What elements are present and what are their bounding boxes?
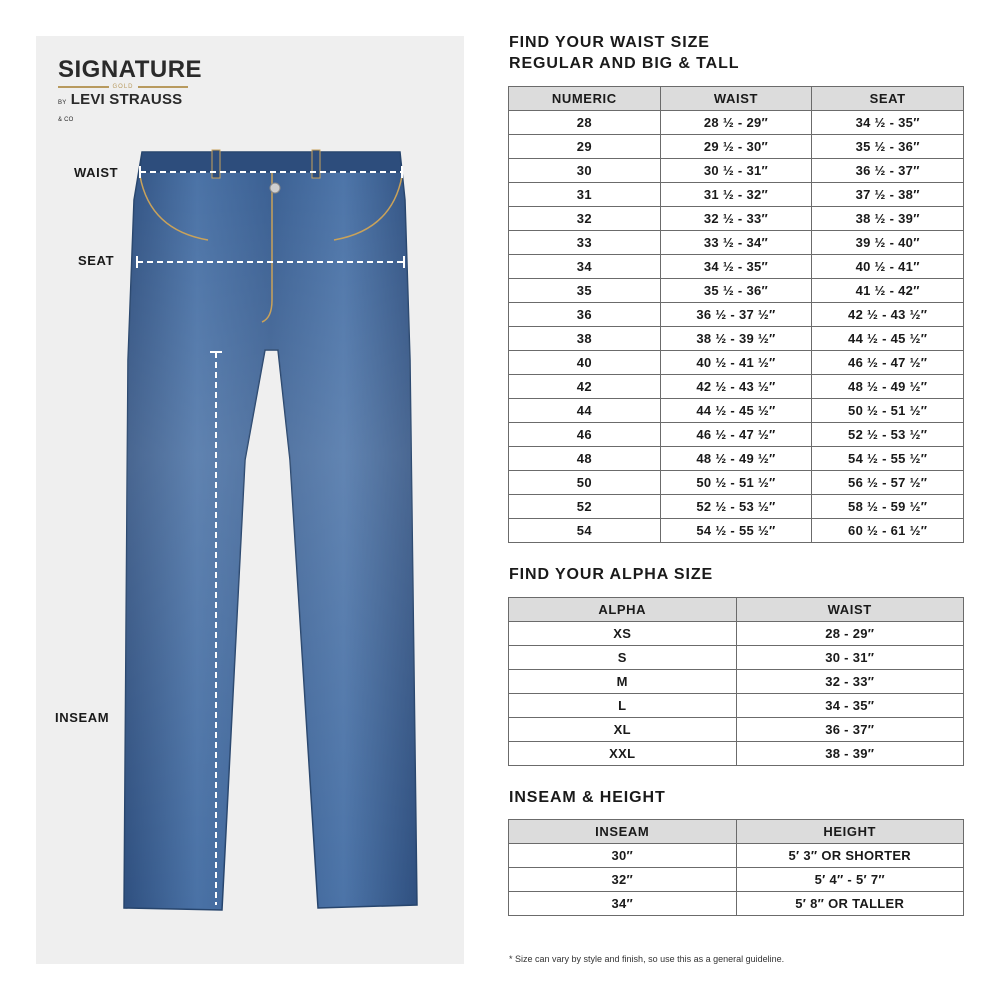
column-header: INSEAM xyxy=(509,820,737,844)
table-cell: 33 ½ - 34″ xyxy=(660,231,812,255)
table-cell: 30 xyxy=(509,159,661,183)
table-cell: 50 xyxy=(509,471,661,495)
table-row xyxy=(509,471,964,495)
table-cell: 42 ½ - 43 ½″ xyxy=(812,303,964,327)
brand-by: BY xyxy=(58,100,67,106)
inseam-label: INSEAM xyxy=(55,710,110,725)
alpha-size-table xyxy=(508,597,964,766)
inseam-height-heading: INSEAM & HEIGHT xyxy=(509,789,666,806)
table-cell: 30 - 31″ xyxy=(736,646,964,670)
table-cell: 34″ xyxy=(509,892,737,916)
table-row xyxy=(509,207,964,231)
table-row xyxy=(509,742,964,766)
table-cell: 60 ½ - 61 ½″ xyxy=(812,519,964,543)
table-cell: 39 ½ - 40″ xyxy=(812,231,964,255)
table-cell: 5′ 8″ OR TALLER xyxy=(736,892,964,916)
table-cell: 32 xyxy=(509,207,661,231)
jeans-waistband xyxy=(140,152,401,172)
table-cell: 44 xyxy=(509,399,661,423)
table-cell: 54 xyxy=(509,519,661,543)
table-header-row xyxy=(509,87,964,111)
table-cell: 40 ½ - 41″ xyxy=(812,255,964,279)
table-cell: 52 ½ - 53 ½″ xyxy=(812,423,964,447)
table-cell: 54 ½ - 55 ½″ xyxy=(660,519,812,543)
table-cell: 48 xyxy=(509,447,661,471)
table-row xyxy=(509,183,964,207)
table-cell: 37 ½ - 38″ xyxy=(812,183,964,207)
table-row xyxy=(509,327,964,351)
table-row xyxy=(509,255,964,279)
inseam-height-rows xyxy=(509,844,964,916)
table-cell: 50 ½ - 51 ½″ xyxy=(812,399,964,423)
table-cell: 58 ½ - 59 ½″ xyxy=(812,495,964,519)
table-row xyxy=(509,399,964,423)
table-cell: 5′ 3″ OR SHORTER xyxy=(736,844,964,868)
column-header: NUMERIC xyxy=(509,87,661,111)
table-cell: XL xyxy=(509,718,737,742)
table-row xyxy=(509,111,964,135)
table-cell: 44 ½ - 45 ½″ xyxy=(660,399,812,423)
table-cell: 38 ½ - 39″ xyxy=(812,207,964,231)
table-cell: XXL xyxy=(509,742,737,766)
table-cell: 34 ½ - 35″ xyxy=(812,111,964,135)
inseam-height-table xyxy=(508,819,964,916)
column-header: ALPHA xyxy=(509,598,737,622)
table-row xyxy=(509,279,964,303)
waist-label: WAIST xyxy=(74,165,119,180)
table-cell: 29 ½ - 30″ xyxy=(660,135,812,159)
table-row xyxy=(509,868,964,892)
table-cell: 52 ½ - 53 ½″ xyxy=(660,495,812,519)
brand-levi-strauss: LEVI STRAUSS xyxy=(70,91,183,108)
table-cell: 48 ½ - 49 ½″ xyxy=(812,375,964,399)
table-header-row xyxy=(509,598,964,622)
table-row xyxy=(509,892,964,916)
table-cell: 32 ½ - 33″ xyxy=(660,207,812,231)
table-cell: 52 xyxy=(509,495,661,519)
table-cell: 28 ½ - 29″ xyxy=(660,111,812,135)
table-cell: 36 xyxy=(509,303,661,327)
footnote: * Size can vary by style and finish, so use this as a general guideline. xyxy=(509,954,785,964)
table-cell: 31 xyxy=(509,183,661,207)
column-header: WAIST xyxy=(660,87,812,111)
column-header: SEAT xyxy=(812,87,964,111)
table-cell: M xyxy=(509,670,737,694)
table-cell: 44 ½ - 45 ½″ xyxy=(812,327,964,351)
table-row xyxy=(509,231,964,255)
table-row xyxy=(509,303,964,327)
brand-gold: GOLD xyxy=(112,84,134,90)
table-cell: 28 - 29″ xyxy=(736,622,964,646)
table-cell: 31 ½ - 32″ xyxy=(660,183,812,207)
table-cell: 41 ½ - 42″ xyxy=(812,279,964,303)
table-row xyxy=(509,375,964,399)
table-cell: S xyxy=(509,646,737,670)
alpha-size-heading: FIND YOUR ALPHA SIZE xyxy=(509,566,714,583)
table-cell: 48 ½ - 49 ½″ xyxy=(660,447,812,471)
table-cell: 35 ½ - 36″ xyxy=(660,279,812,303)
table-cell: 33 xyxy=(509,231,661,255)
table-cell: 56 ½ - 57 ½″ xyxy=(812,471,964,495)
waist-size-table xyxy=(508,86,964,543)
table-cell: 32″ xyxy=(509,868,737,892)
table-cell: 34 xyxy=(509,255,661,279)
column-header: HEIGHT xyxy=(736,820,964,844)
table-row xyxy=(509,495,964,519)
table-row xyxy=(509,718,964,742)
brand-co: & CO xyxy=(58,117,74,123)
table-cell: 35 ½ - 36″ xyxy=(812,135,964,159)
table-cell: L xyxy=(509,694,737,718)
waist-size-title: FIND YOUR WAIST SIZE xyxy=(509,34,710,51)
jeans-button xyxy=(270,183,280,193)
waist-size-rows xyxy=(509,111,964,543)
table-cell: 42 ½ - 43 ½″ xyxy=(660,375,812,399)
table-row xyxy=(509,159,964,183)
table-cell: 36 ½ - 37 ½″ xyxy=(660,303,812,327)
table-cell: 46 ½ - 47 ½″ xyxy=(812,351,964,375)
table-cell: 28 xyxy=(509,111,661,135)
table-cell: 38 xyxy=(509,327,661,351)
table-cell: 34 - 35″ xyxy=(736,694,964,718)
table-row xyxy=(509,622,964,646)
table-row xyxy=(509,423,964,447)
table-cell: 40 xyxy=(509,351,661,375)
table-row xyxy=(509,646,964,670)
jeans-fade xyxy=(124,152,417,910)
waist-size-subtitle: REGULAR AND BIG & TALL xyxy=(509,55,740,72)
table-row xyxy=(509,844,964,868)
table-cell: 32 - 33″ xyxy=(736,670,964,694)
table-cell: 29 xyxy=(509,135,661,159)
brand-signature: SIGNATURE xyxy=(58,56,203,83)
table-row xyxy=(509,135,964,159)
seat-label: SEAT xyxy=(78,253,115,268)
column-header: WAIST xyxy=(736,598,964,622)
table-cell: 35 xyxy=(509,279,661,303)
table-cell: 5′ 4″ - 5′ 7″ xyxy=(736,868,964,892)
table-cell: 46 xyxy=(509,423,661,447)
table-cell: 38 ½ - 39 ½″ xyxy=(660,327,812,351)
table-cell: 50 ½ - 51 ½″ xyxy=(660,471,812,495)
table-cell: 34 ½ - 35″ xyxy=(660,255,812,279)
table-row xyxy=(509,519,964,543)
table-cell: 46 ½ - 47 ½″ xyxy=(660,423,812,447)
table-cell: XS xyxy=(509,622,737,646)
table-row xyxy=(509,694,964,718)
table-cell: 42 xyxy=(509,375,661,399)
table-row xyxy=(509,670,964,694)
table-header-row xyxy=(509,820,964,844)
table-cell: 40 ½ - 41 ½″ xyxy=(660,351,812,375)
alpha-size-rows xyxy=(509,622,964,766)
table-row xyxy=(509,351,964,375)
table-cell: 30″ xyxy=(509,844,737,868)
table-cell: 36 - 37″ xyxy=(736,718,964,742)
table-cell: 36 ½ - 37″ xyxy=(812,159,964,183)
table-row xyxy=(509,447,964,471)
waist-size-heading xyxy=(509,32,739,74)
table-cell: 38 - 39″ xyxy=(736,742,964,766)
table-cell: 30 ½ - 31″ xyxy=(660,159,812,183)
table-cell: 54 ½ - 55 ½″ xyxy=(812,447,964,471)
